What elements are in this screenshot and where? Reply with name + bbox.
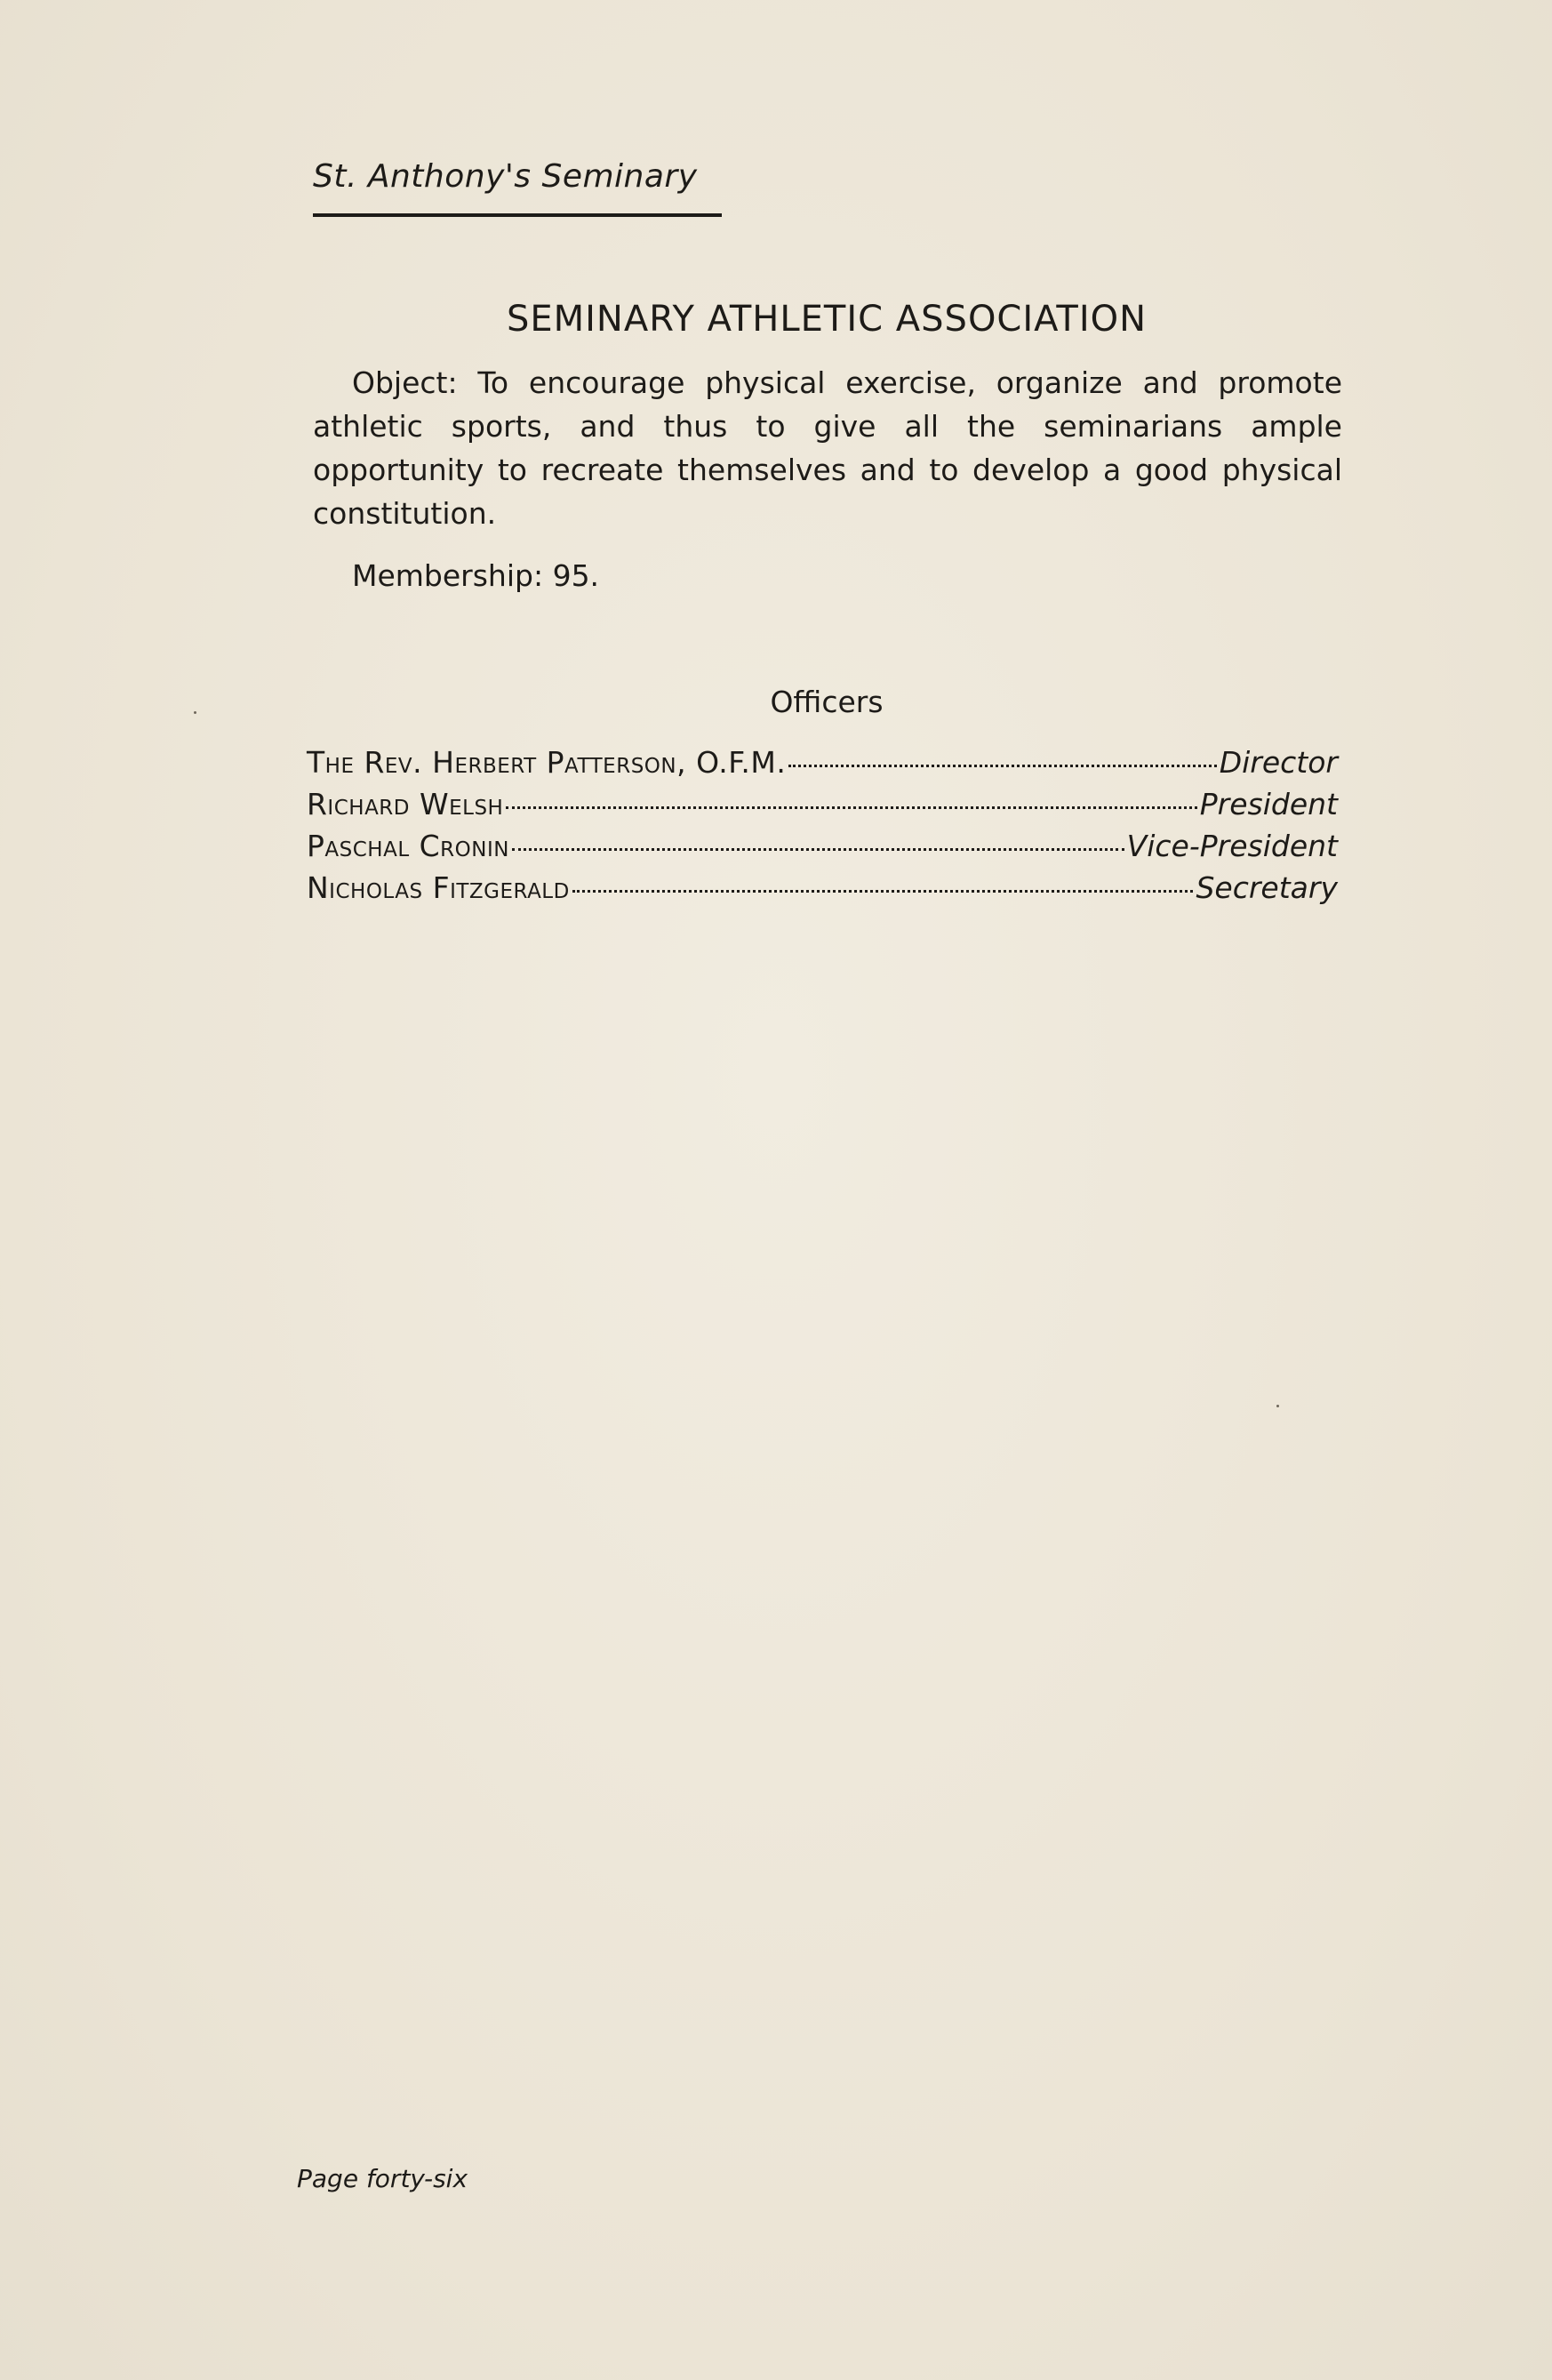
officer-name: Paschal Cronin — [307, 829, 509, 863]
membership-line: Membership: 95. — [352, 558, 600, 593]
paper-speck — [194, 711, 196, 714]
page-number-label: Page forty-six — [297, 2164, 468, 2193]
header-rule — [313, 213, 722, 217]
officer-name: The Rev. Herbert Patterson, O.F.M. — [307, 745, 787, 780]
officer-row — [307, 870, 1338, 912]
officer-title: Secretary — [1196, 870, 1338, 905]
officer-name: Nicholas Fitzgerald — [307, 870, 570, 905]
officer-name: Richard Welsh — [307, 787, 504, 821]
running-head: St. Anthony's Seminary — [313, 158, 698, 195]
dot-leader — [506, 806, 1196, 809]
officer-row — [307, 829, 1338, 870]
section-title: SEMINARY ATHLETIC ASSOCIATION — [506, 299, 1148, 340]
officer-title: Vice-President — [1126, 829, 1338, 863]
dot-leader — [572, 890, 1194, 893]
officer-title: Director — [1219, 745, 1338, 780]
object-paragraph: Object: To encourage physical exercise, organize and promote athletic sports, and thus to give all the seminarians ample opportunity to recreate themselves and to develop a good physical constitution. — [313, 365, 1342, 531]
paper-speck — [1276, 1405, 1279, 1407]
officer-row — [307, 745, 1338, 787]
dot-leader — [788, 765, 1216, 767]
officers-list — [307, 745, 1338, 912]
officer-row — [307, 787, 1338, 829]
officer-title: President — [1199, 787, 1338, 821]
dot-leader — [512, 848, 1124, 851]
officers-heading: Officers — [770, 685, 884, 719]
